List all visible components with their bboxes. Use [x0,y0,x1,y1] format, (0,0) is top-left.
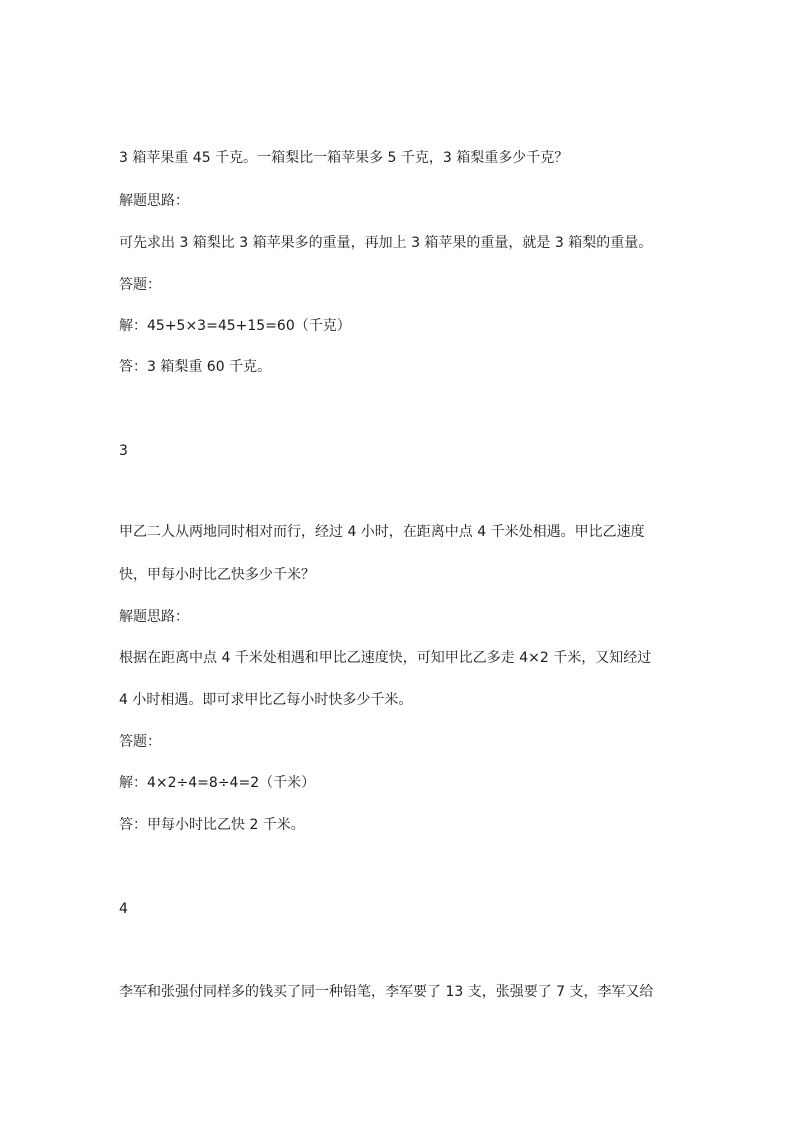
problem-3-question-line-1: 甲乙二人从两地同时相对而行，经过 4 小时，在距离中点 4 千米处相遇。甲比乙速度 [119,524,645,540]
problem-3-answer-label: 答题： [119,734,161,750]
problem-2-answer: 答：3 箱梨重 60 千克。 [119,359,272,375]
problem-2-approach: 可先求出 3 箱梨比 3 箱苹果多的重量，再加上 3 箱苹果的重量，就是 3 箱梨的重量。 [119,235,653,251]
problem-4-question-line-1: 李军和张强付同样多的钱买了同一种铅笔，李军要了 13 支，张强要了 7 支，李军又给 [119,984,654,1000]
problem-2-approach-label: 解题思路： [119,193,189,209]
problem-2-question: 3 箱苹果重 45 千克。一箱梨比一箱苹果多 5 千克，3 箱梨重多少千克？ [119,150,569,166]
problem-3-approach-line-1: 根据在距离中点 4 千米处相遇和甲比乙速度快，可知甲比乙多走 4×2 千米，又知经过 [119,650,652,666]
problem-3-solution: 解：4×2÷4=8÷4=2（千米） [119,775,316,791]
problem-3-approach-label: 解题思路： [119,609,189,625]
problem-3-number: 3 [119,443,128,459]
problem-2-solution: 解：45+5×3=45+15=60（千克） [119,318,351,334]
problem-3-answer: 答：甲每小时比乙快 2 千米。 [119,817,305,833]
problem-3-approach-line-2: 4 小时相遇。即可求甲比乙每小时快多少千米。 [119,692,413,708]
problem-3-question-line-2: 快，甲每小时比乙快多少千米？ [119,567,315,583]
problem-2-answer-label: 答题： [119,277,161,293]
problem-4-number: 4 [119,901,128,917]
